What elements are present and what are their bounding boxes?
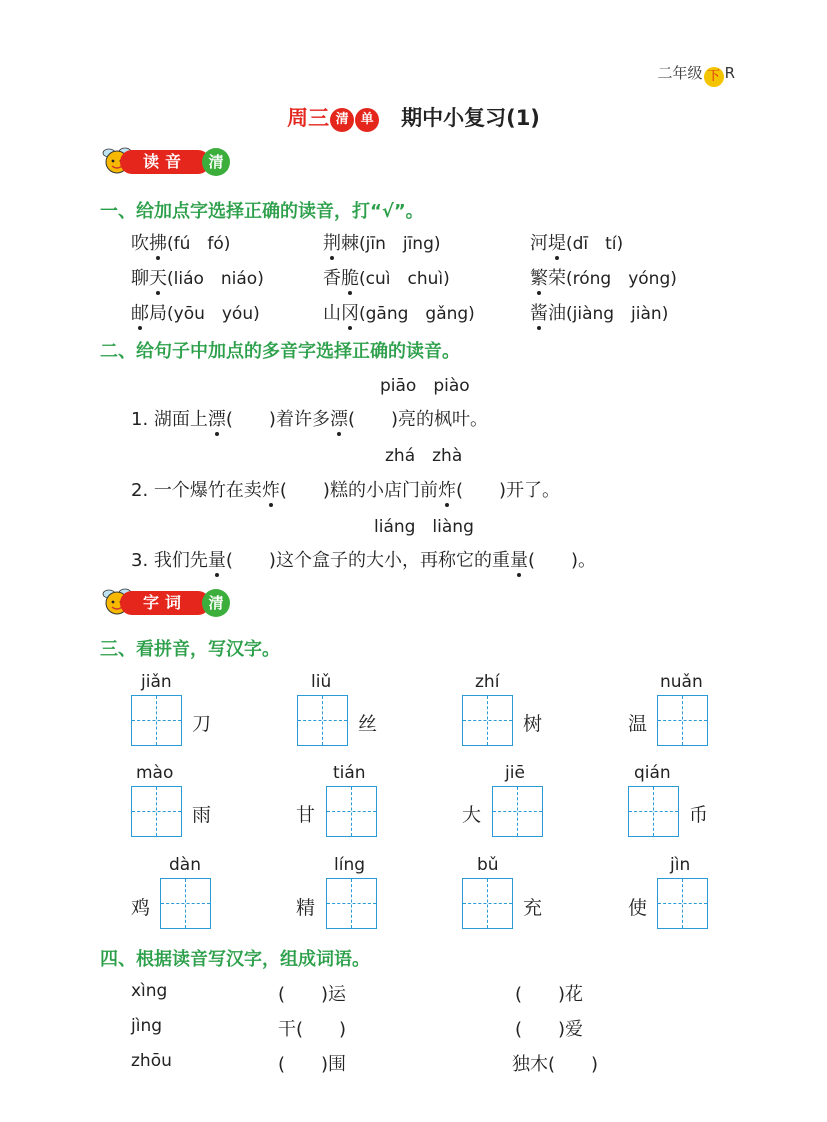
q3-pinyin: jiǎn xyxy=(141,672,172,692)
q2-pinyin-2: zhá zhà xyxy=(385,446,463,466)
writing-cell[interactable] xyxy=(326,878,377,929)
q3-pinyin: dàn xyxy=(169,855,201,875)
q3-char: 甘 xyxy=(296,804,316,826)
title-badge-2: 单 xyxy=(355,108,379,132)
banner-words xyxy=(96,583,246,623)
banner-reading xyxy=(96,142,246,182)
q3-char: 大 xyxy=(462,804,482,826)
q4-pinyin: xìng xyxy=(131,981,168,1001)
writing-cell[interactable] xyxy=(657,695,708,746)
writing-cell[interactable] xyxy=(462,695,513,746)
writing-cell[interactable] xyxy=(492,786,543,837)
q4-answer: ( )围 xyxy=(278,1054,347,1075)
q3-pinyin: jìn xyxy=(670,855,691,875)
q4-answer: ( )花 xyxy=(515,984,584,1005)
title-badge-1: 清 xyxy=(330,108,354,132)
q3-char: 鸡 xyxy=(131,897,151,919)
q2-sentence-2: 2. 一个爆竹在卖炸( )糕的小店门前炸( )开了。 xyxy=(131,480,560,501)
q1-item: 香脆(cuì chuì) xyxy=(323,268,450,289)
q3-char: 使 xyxy=(628,897,648,919)
banner-words-mark: 清 xyxy=(202,589,230,617)
q3-char: 温 xyxy=(628,713,648,735)
grade-prefix: 二年级 xyxy=(657,64,703,82)
q3-char: 币 xyxy=(689,804,709,826)
q2-sentence-3: 3. 我们先量( )这个盒子的大小，再称它的重量( )。 xyxy=(131,550,596,571)
q4-answer: ( )爱 xyxy=(515,1019,584,1040)
writing-cell[interactable] xyxy=(131,695,182,746)
q3-pinyin: mào xyxy=(136,763,174,783)
q3-char: 树 xyxy=(523,713,543,735)
writing-cell[interactable] xyxy=(160,878,211,929)
q3-char: 雨 xyxy=(192,804,212,826)
q2-pinyin-3: liáng liàng xyxy=(374,517,474,537)
title-main: 期中小复习(1) xyxy=(401,106,540,130)
q1-item: 荆棘(jīn jīng) xyxy=(323,233,441,254)
q4-heading: 四、根据读音写汉字，组成词语。 xyxy=(100,949,370,970)
banner-words-label: 字词 xyxy=(120,591,210,615)
grade-label xyxy=(658,62,735,87)
q3-char: 精 xyxy=(296,897,316,919)
q1-item: 邮局(yōu yóu) xyxy=(131,303,260,324)
grade-suffix: R xyxy=(724,64,735,82)
banner-reading-mark: 清 xyxy=(202,148,230,176)
writing-cell[interactable] xyxy=(628,786,679,837)
q2-pinyin-1: piāo piào xyxy=(380,376,470,396)
q4-answer: 干( ) xyxy=(278,1019,347,1040)
q1-item: 聊天(liáo niáo) xyxy=(131,268,264,289)
page-title xyxy=(0,102,827,132)
q3-pinyin: bǔ xyxy=(477,855,499,875)
q3-char: 丝 xyxy=(358,713,378,735)
q2-heading: 二、给句子中加点的多音字选择正确的读音。 xyxy=(100,341,460,362)
q1-item: 吹拂(fú fó) xyxy=(131,233,231,254)
writing-cell[interactable] xyxy=(131,786,182,837)
q3-pinyin: líng xyxy=(334,855,366,875)
writing-cell[interactable] xyxy=(297,695,348,746)
q3-pinyin: zhí xyxy=(475,672,500,692)
writing-cell[interactable] xyxy=(657,878,708,929)
q1-heading: 一、给加点字选择正确的读音，打“√”。 xyxy=(100,201,424,222)
q1-item: 繁荣(róng yóng) xyxy=(530,268,677,289)
q2-sentence-1: 1. 湖面上漂( )着许多漂( )亮的枫叶。 xyxy=(131,409,488,430)
q4-pinyin: zhōu xyxy=(131,1051,172,1071)
q3-heading: 三、看拼音，写汉字。 xyxy=(100,639,280,660)
q3-pinyin: jiē xyxy=(505,763,525,783)
writing-cell[interactable] xyxy=(462,878,513,929)
q4-pinyin: jìng xyxy=(131,1016,163,1036)
q4-answer: 独木( ) xyxy=(512,1054,599,1075)
q3-pinyin: qián xyxy=(634,763,671,783)
title-day: 周三 xyxy=(287,106,330,130)
banner-reading-label: 读音 xyxy=(120,150,210,174)
q3-pinyin: liǔ xyxy=(311,672,332,692)
q1-item: 河堤(dī tí) xyxy=(530,233,624,254)
q4-answer: ( )运 xyxy=(278,984,347,1005)
q1-item: 酱油(jiàng jiàn) xyxy=(530,303,669,324)
writing-cell[interactable] xyxy=(326,786,377,837)
q3-char: 充 xyxy=(523,897,543,919)
q3-pinyin: nuǎn xyxy=(660,672,703,692)
grade-badge: 下 xyxy=(704,67,724,87)
q1-item: 山冈(gāng gǎng) xyxy=(323,303,475,324)
q3-char: 刀 xyxy=(192,713,212,735)
q3-pinyin: tián xyxy=(333,763,366,783)
